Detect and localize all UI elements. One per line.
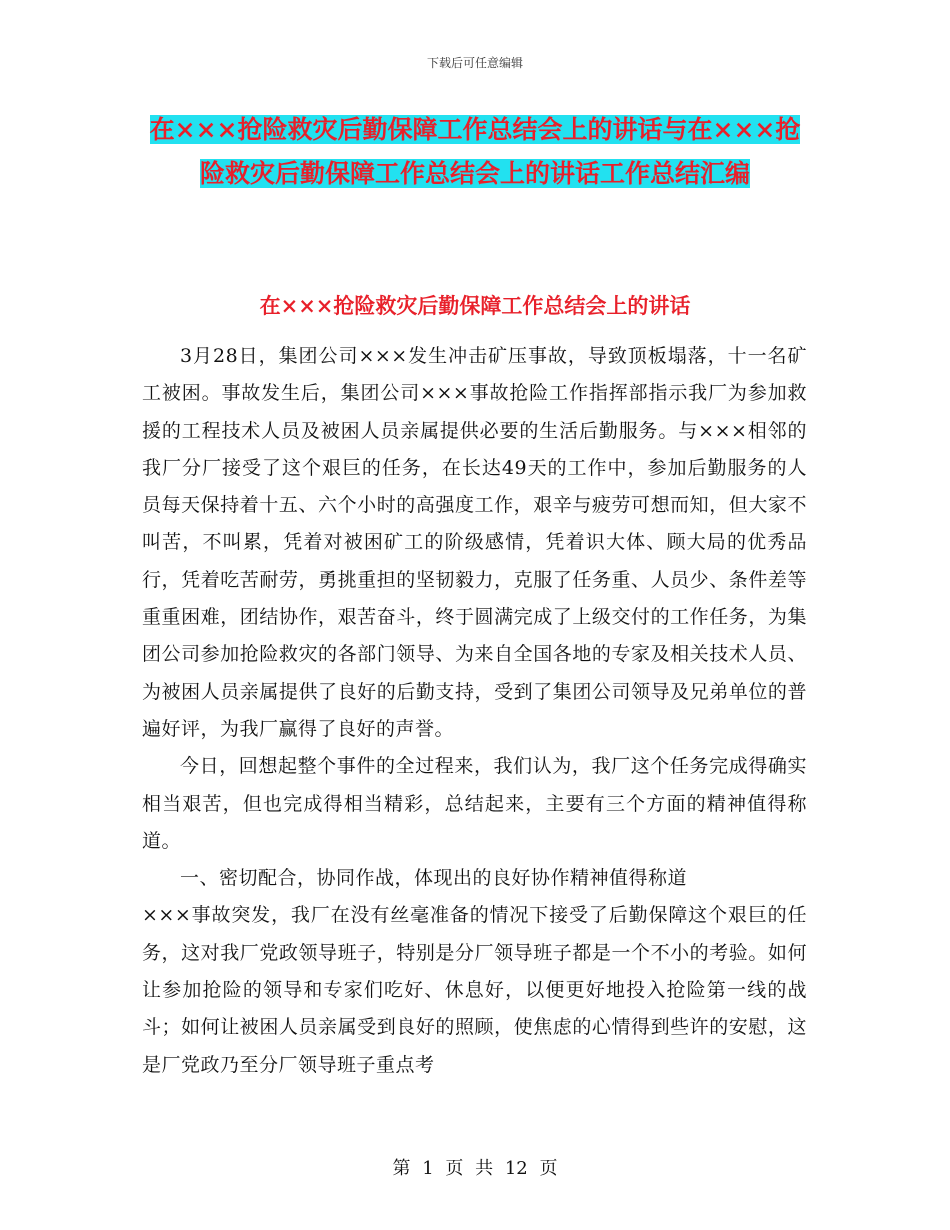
document-title [140, 108, 810, 196]
page-footer: 第 1 页 共 12 页 [392, 1158, 558, 1179]
paragraph-1: 3月28日，集团公司×××发生冲击矿压事故，导致顶板塌落，十一名矿工被困。事故发生后，集团公司×××事故抢险工作指挥部指示我厂为参加救援的工程技术人员及被困人员亲属提供必要的生活后勤服务。与×××相邻的我厂分厂接受了这个艰巨的任务，在长达49天的工作中，参加后勤服务的人员每天保持着十五、六个小时的高强度工作，艰辛与疲劳可想而知，但大家不叫苦，不叫累，凭着对被困矿工的阶级感情，凭着识大体、顾大局的优秀品行，凭着吃苦耐劳，勇挑重担的坚韧毅力，克服了任务重、人员少、条件差等重重困难，团结协作，艰苦奋斗，终于圆满完成了上级交付的工作任务，为集团公司参加抢险救灾的各部门领导、为来自全国各地的专家及相关技术人员、为被困人员亲属提供了良好的后勤支持，受到了集团公司领导及兄弟单位的普遍好评，为我厂赢得了良好的声誉。 [142, 345, 807, 740]
paragraph-3-heading: 一、密切配合，协同作战，体现出的良好协作精神值得称道 [180, 867, 688, 890]
paragraph-4: ×××事故突发，我厂在没有丝毫准备的情况下接受了后勤保障这个艰巨的任务，这对我厂党政领导班子，特别是分厂领导班子都是一个不小的考验。如何让参加抢险的领导和专家们吃好、休息好，以便更好地投入抢险第一线的战斗；如何让被困人员亲属受到良好的照顾，使焦虑的心情得到些许的安慰，这是厂党政乃至分厂领导班子重点考 [142, 904, 807, 1076]
header-note: 下载后可任意编辑 [426, 56, 523, 70]
paragraph-2: 今日，回想起整个事件的全过程来，我们认为，我厂这个任务完成得确实相当艰苦，但也完成得相当精彩，总结起来，主要有三个方面的精神值得称道。 [142, 755, 807, 852]
document-title-text: 在×××抢险救灾后勤保障工作总结会上的讲话与在×××抢险救灾后勤保障工作总结会上的讲话工作总结汇编 [149, 115, 801, 188]
section-title: 在×××抢险救灾后勤保障工作总结会上的讲话 [259, 293, 691, 318]
document-body [142, 338, 807, 1084]
